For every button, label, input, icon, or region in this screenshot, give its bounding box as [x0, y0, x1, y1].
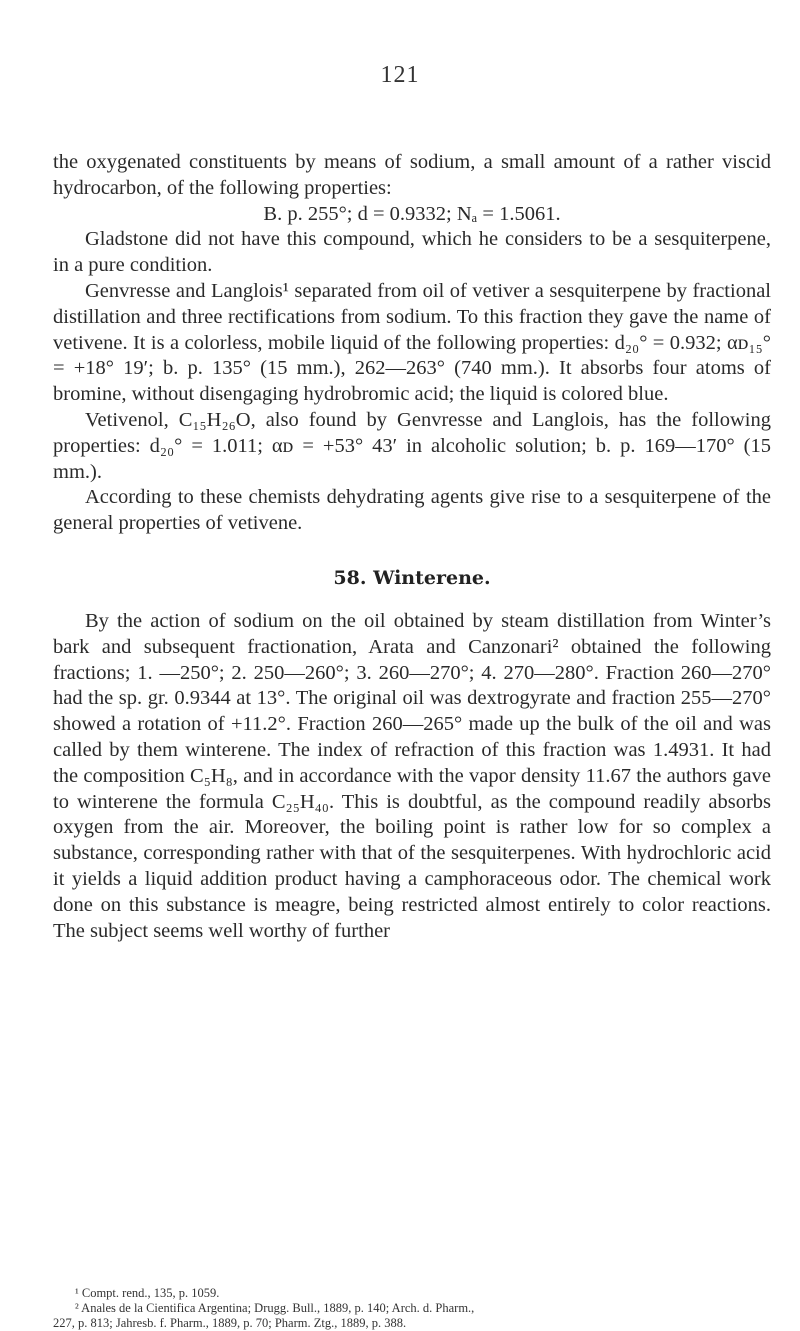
footnote-2: ² Anales de la Cientifica Argentina; Drugg. Bull., 1889, p. 140; Arch. d. Pharm., — [75, 1301, 475, 1315]
paragraph-dehydrating: According to these chemists dehydrating agents give rise to a sesquiterpene of the general properties of vetivene. — [53, 486, 771, 535]
paragraph-vetivenol: Vetivenol, C₁₅H₂₆O, also found by Genvresse and Langlois, has the following properties: d₂₀° = 1.011; αᴅ = +53° 43′ in alcoholic solution; b. p. 169—170° (15 mm.). — [53, 408, 771, 483]
paragraph-gladstone: Gladstone did not have this compound, which he considers to be a sesquiterpene, in a pure condition. — [53, 228, 771, 277]
paragraph-winterene: By the action of sodium on the oil obtained by steam distillation from Winter’s bark and subsequent fractionation, Arata and Canzonari² obtained the following fractions; 1. —250°; 2. 250—260°; 3. 260—270°; 4. 270—280°. Fraction 260—270° had the sp. gr. 0.9344 at 13°. The original oil was dextrogyrate and fraction 255—270° showed a rotation of +11.2°. Fraction 260—265° made up the bulk of the oil and was called by them winterene. The index of refraction of this fraction was 1.4931. It had the composition C₅H₈, and in accordance with the vapor density 11.67 the authors gave to winterene the formula C₂₅H₄₀. This is doubtful, as the compound readily absorbs oxygen from the air. Moreover, the boiling point is rather low for so complex a substance, corresponding rather with that of the sesquiterpenes. With hydrochloric acid it yields a liquid addition product having a camphoraceous odor. The chemical work done on this substance is meagre, being restricted almost entirely to color reactions. The subject seems well worthy of further — [53, 609, 771, 942]
paragraph-vetivene: Genvresse and Langlois¹ separated from oil of vetiver a sesquiterpene by fractional distillation and three rectifications from sodium. To this fraction they gave the name of vetivene. It is a colorless, mobile liquid of the following properties: d₂₀° = 0.932; αᴅ₁₅° = +18° 19′; b. p. 135° (15 mm.), 262—263° (740 mm.). It absorbs four atoms of bromine, without disengaging hydrobromic acid; the liquid is colored blue. — [53, 279, 771, 406]
body-text — [53, 150, 771, 944]
section-heading — [53, 567, 771, 589]
properties-line: B. p. 255°; d = 0.9332; Nₐ = 1.5061. — [263, 202, 561, 225]
paragraph-continuation: the oxygenated constituents by means of sodium, a small amount of a rather viscid hydrocarbon, of the following properties: — [53, 151, 771, 199]
footnote-1: ¹ Compt. rend., 135, p. 1059. — [75, 1286, 220, 1300]
footnotes — [53, 1286, 771, 1331]
section-number: 58. — [333, 566, 367, 589]
section-title: Winterene. — [373, 566, 491, 589]
footnote-2-continued: 227, p. 813; Jahresb. f. Pharm., 1889, p. 70; Pharm. Ztg., 1889, p. 388. — [53, 1316, 407, 1330]
page-number: 121 — [380, 62, 420, 88]
